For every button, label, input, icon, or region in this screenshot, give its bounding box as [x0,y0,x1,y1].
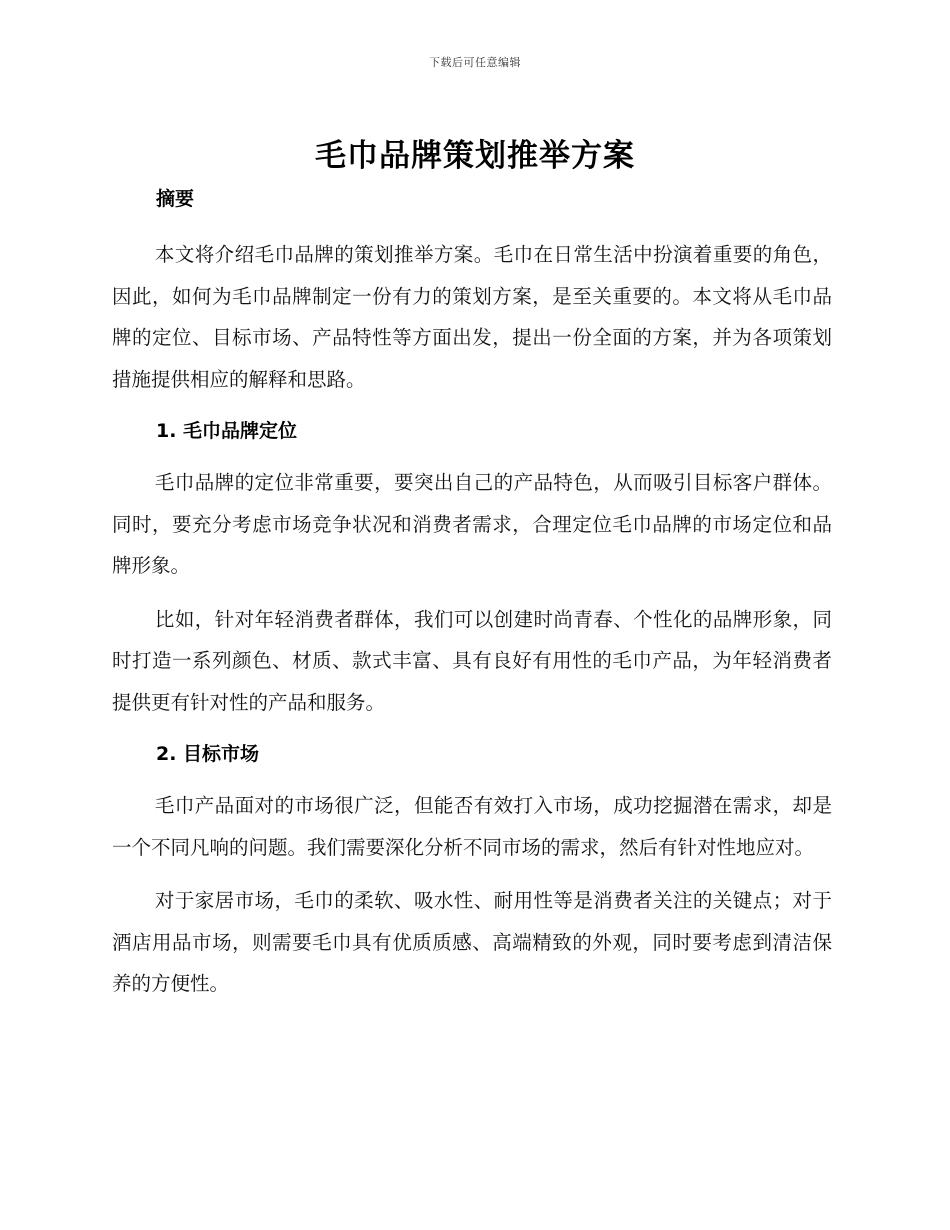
section-heading-abstract: 摘要 [156,188,195,210]
paragraph-target-market-1: 毛巾产品面对的市场很广泛，但能否有效打入市场，成功挖掘潜在需求，却是一个不同凡响的问题。我们需要深化分析不同市场的需求，然后有针对性地应对。 [112,794,832,859]
header-note: 下载后可任意编辑 [429,56,521,69]
paragraph-positioning-2: 比如，针对年轻消费者群体，我们可以创建时尚青春、个性化的品牌形象，同时打造一系列颜色、材质、款式丰富、具有良好有用性的毛巾产品，为年轻消费者提供更有针对性的产品和服务。 [112,607,832,714]
paragraph-positioning-1: 毛巾品牌的定位非常重要，要突出自己的产品特色，从而吸引目标客户群体。同时，要充分考虑市场竞争状况和消费者需求，合理定位毛巾品牌的市场定位和品牌形象。 [112,471,832,577]
document-body [112,180,832,1005]
section-heading-positioning: 1. 毛巾品牌定位 [156,420,298,442]
section-heading-target-market: 2. 目标市场 [156,743,260,765]
paragraph-abstract: 本文将介绍毛巾品牌的策划推举方案。毛巾在日常生活中扮演着重要的角色，因此，如何为毛巾品牌制定一份有力的策划方案，是至关重要的。本文将从毛巾品牌的定位、目标市场、产品特性等方面出发，提出一份全面的方案，并为各项策划措施提供相应的解释和思路。 [112,243,832,391]
document-title: 毛巾品牌策划推举方案 [315,138,635,174]
paragraph-target-market-2: 对于家居市场，毛巾的柔软、吸水性、耐用性等是消费者关注的关键点；对于酒店用品市场，则需要毛巾具有优质质感、高端精致的外观，同时要考虑到清洁保养的方便性。 [112,889,832,995]
